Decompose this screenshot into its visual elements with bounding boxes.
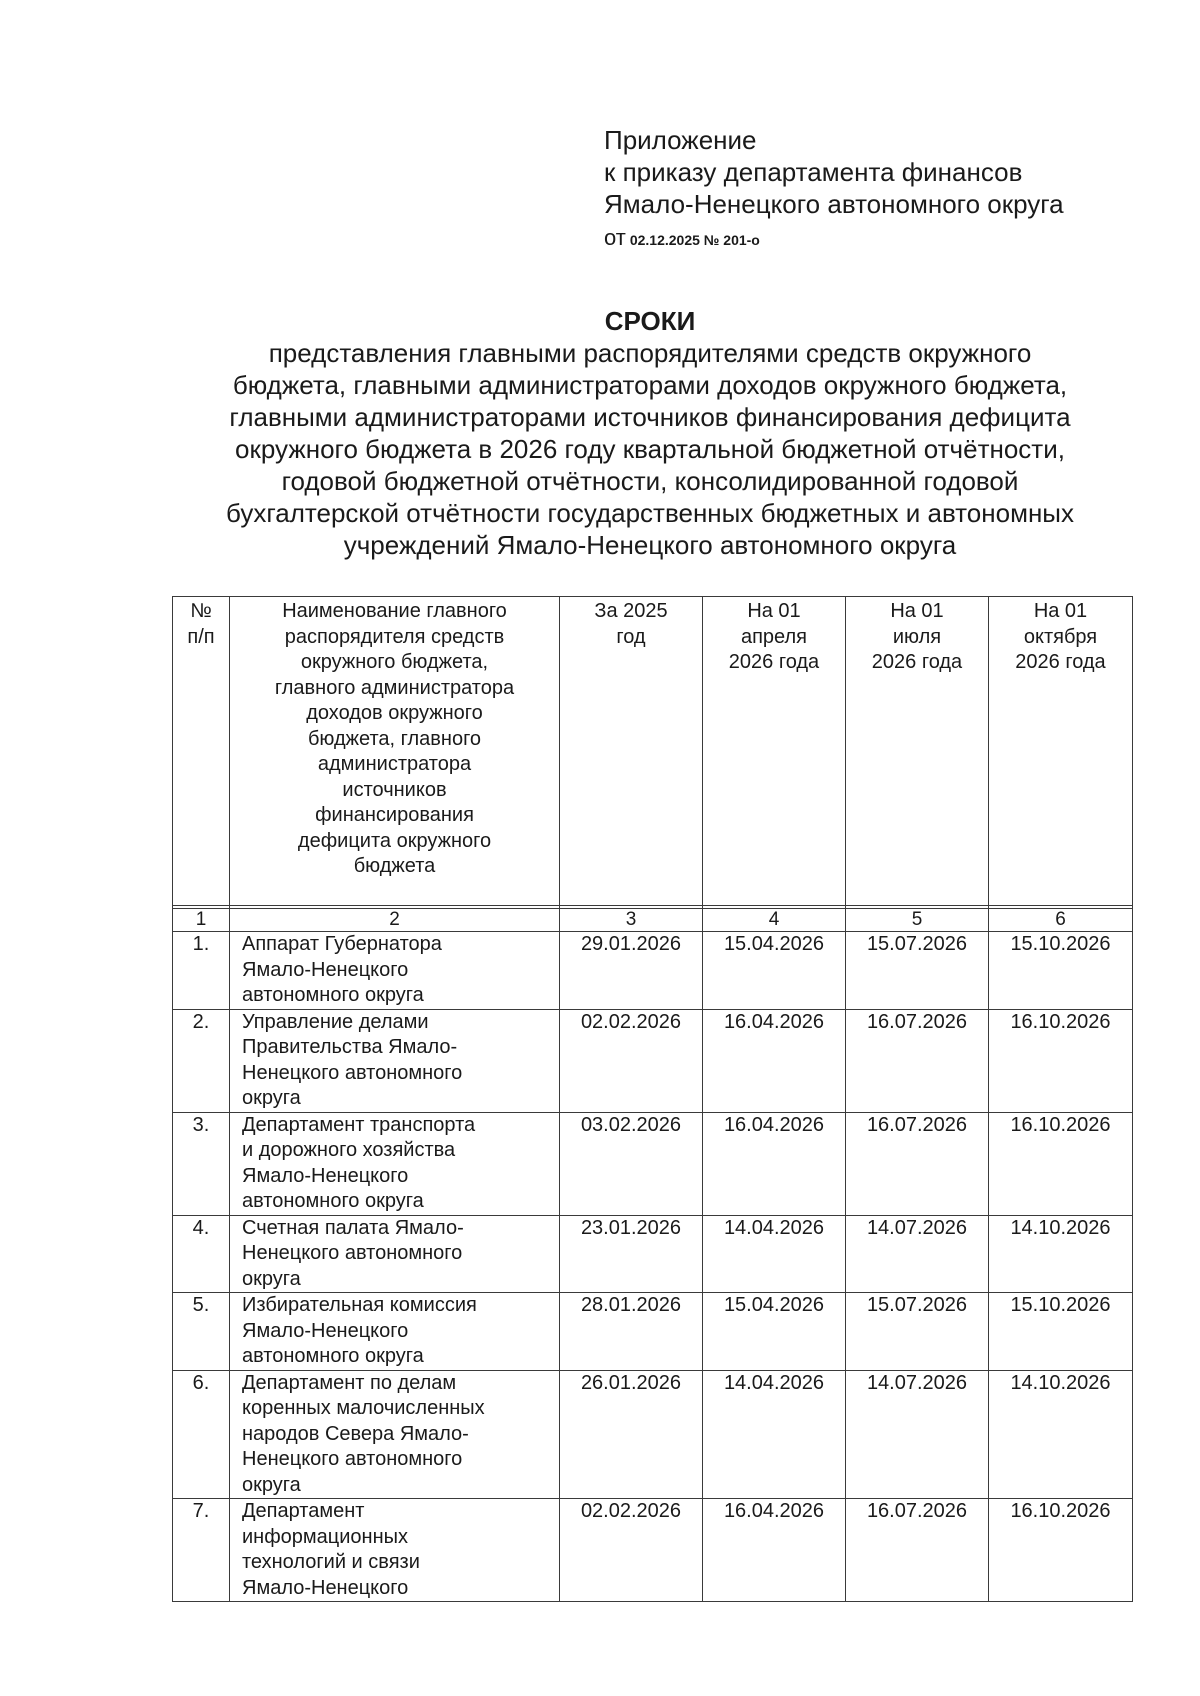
row-date-year: 26.01.2026 <box>560 1370 703 1499</box>
column-number: 4 <box>703 909 846 932</box>
header-text-line: финансирования <box>315 804 474 826</box>
row-date-july: 14.07.2026 <box>846 1370 989 1499</box>
row-date-year: 03.02.2026 <box>560 1112 703 1215</box>
header-text-line: администратора <box>317 753 472 775</box>
row-name-line: Ненецкого автономного <box>242 1061 463 1084</box>
header-text-line: главного администратора <box>274 676 515 699</box>
row-name-line: информационных <box>242 1525 409 1548</box>
row-number: 7. <box>173 1499 230 1602</box>
row-name-line: автономного округа <box>242 984 424 1006</box>
header-text-line: На 01 <box>890 600 944 622</box>
column-number: 5 <box>846 909 989 932</box>
appendix-line-2: к приказу департамента финансов <box>604 157 1023 187</box>
row-date-october: 14.10.2026 <box>989 1370 1133 1499</box>
row-date-april: 16.04.2026 <box>703 1112 846 1215</box>
header-text-line: № <box>190 600 212 622</box>
table-row <box>173 1293 1133 1371</box>
row-date-july: 16.07.2026 <box>846 1009 989 1112</box>
header-text-line: год <box>616 625 646 648</box>
table-row <box>173 1009 1133 1112</box>
column-number: 6 <box>989 909 1133 932</box>
row-name-line: технологий и связи <box>242 1551 420 1573</box>
row-date-april: 16.04.2026 <box>703 1009 846 1112</box>
row-number: 5. <box>173 1293 230 1371</box>
row-date-april: 14.04.2026 <box>703 1215 846 1293</box>
row-date-year: 28.01.2026 <box>560 1293 703 1371</box>
column-numbers-row <box>173 909 1133 932</box>
subtitle-line: бюджета, главными администраторами доходов окружного бюджета, <box>232 370 1068 400</box>
row-date-year: 23.01.2026 <box>560 1215 703 1293</box>
header-april <box>703 597 846 906</box>
row-date-october: 15.10.2026 <box>989 1293 1133 1371</box>
header-text-line: 2026 года <box>728 651 820 673</box>
column-number: 1 <box>173 909 230 932</box>
row-name-line: Ненецкого автономного <box>242 1448 463 1470</box>
row-date-april: 15.04.2026 <box>703 932 846 1010</box>
header-text-line: апреля <box>740 625 808 648</box>
header-october <box>989 597 1133 906</box>
document-title: СРОКИ <box>604 306 696 336</box>
row-name-line: Избирательная комиссия <box>242 1294 477 1316</box>
header-text-line: окружного бюджета, <box>300 651 489 673</box>
deadlines-table <box>172 596 1133 1602</box>
row-date-year: 29.01.2026 <box>560 932 703 1010</box>
appendix-block <box>604 124 1064 256</box>
header-text-line: На 01 <box>747 600 801 622</box>
header-text-line: На 01 <box>1033 600 1088 622</box>
row-name-line: Ямало-Ненецкого <box>242 1319 409 1342</box>
row-name-line: Департамент по делам <box>242 1371 457 1394</box>
row-name <box>230 1499 560 1602</box>
row-name-line: Правительства Ямало- <box>242 1036 458 1058</box>
header-text-line: 2026 года <box>1015 651 1106 673</box>
row-name-line: Департамент транспорта <box>242 1113 476 1136</box>
row-name-line: Счетная палата Ямало- <box>242 1216 464 1239</box>
row-number: 1. <box>173 932 230 1010</box>
row-date-october: 16.10.2026 <box>989 1112 1133 1215</box>
header-july <box>846 597 989 906</box>
row-name-line: народов Севера Ямало- <box>242 1422 469 1445</box>
row-name <box>230 932 560 1010</box>
header-name <box>230 597 560 906</box>
row-date-july: 16.07.2026 <box>846 1112 989 1215</box>
row-date-july: 15.07.2026 <box>846 932 989 1010</box>
header-text-line: распорядителя средств <box>284 625 505 648</box>
header-text-line: бюджета <box>353 855 436 877</box>
row-name-line: Департамент <box>242 1500 365 1522</box>
header-text-line: источников <box>342 778 447 801</box>
appendix-order <box>604 220 1064 256</box>
row-name-line: и дорожного хозяйства <box>242 1139 456 1161</box>
row-date-october: 16.10.2026 <box>989 1499 1133 1602</box>
header-text-line: Наименование главного <box>282 600 507 622</box>
column-number: 3 <box>560 909 703 932</box>
row-name-line: автономного округа <box>242 1345 424 1367</box>
row-date-april: 14.04.2026 <box>703 1370 846 1499</box>
row-name-line: округа <box>242 1267 301 1290</box>
row-name-line: округа <box>242 1473 301 1496</box>
row-date-october: 16.10.2026 <box>989 1009 1133 1112</box>
table-row <box>173 1112 1133 1215</box>
subtitle-line: бухгалтерской отчётности государственных бюджетных и автономных <box>226 498 1074 528</box>
row-name-line: Ямало-Ненецкого <box>242 958 409 981</box>
row-name-line: Ямало-Ненецкого <box>242 1164 409 1187</box>
row-number: 6. <box>173 1370 230 1499</box>
row-number: 4. <box>173 1215 230 1293</box>
row-name-line: округа <box>242 1087 301 1109</box>
header-text-line: доходов окружного <box>306 702 483 724</box>
row-date-october: 15.10.2026 <box>989 932 1133 1010</box>
table-row <box>173 1370 1133 1499</box>
header-year <box>560 597 703 906</box>
row-date-july: 16.07.2026 <box>846 1499 989 1602</box>
header-text-line: За 2025 <box>594 600 668 622</box>
row-name-line: автономного округа <box>242 1190 424 1212</box>
order-number: 02.12.2025 № 201-о <box>629 232 760 248</box>
row-name-line: Ненецкого автономного <box>242 1242 463 1264</box>
row-name-line: Управление делами <box>242 1010 429 1033</box>
header-text-line: дефицита окружного <box>297 829 492 852</box>
header-text-line: бюджета, главного <box>307 727 482 750</box>
appendix-line-1: Приложение <box>604 125 757 155</box>
row-date-july: 15.07.2026 <box>846 1293 989 1371</box>
row-name <box>230 1112 560 1215</box>
row-number: 3. <box>173 1112 230 1215</box>
document-subtitle <box>170 337 1130 561</box>
table-row <box>173 1215 1133 1293</box>
row-name <box>230 1215 560 1293</box>
subtitle-line: учреждений Ямало-Ненецкого автономного округа <box>343 530 957 560</box>
row-name <box>230 1370 560 1499</box>
appendix-line-3: Ямало-Ненецкого автономного округа <box>604 189 1064 219</box>
table-row <box>173 932 1133 1010</box>
row-date-april: 16.04.2026 <box>703 1499 846 1602</box>
header-text-line: п/п <box>187 625 215 648</box>
header-text-line: 2026 года <box>871 651 963 673</box>
row-date-october: 14.10.2026 <box>989 1215 1133 1293</box>
row-date-year: 02.02.2026 <box>560 1009 703 1112</box>
row-name <box>230 1293 560 1371</box>
table-header-row <box>173 597 1133 906</box>
row-date-year: 02.02.2026 <box>560 1499 703 1602</box>
subtitle-line: представления главными распорядителями средств окружного <box>268 338 1032 368</box>
header-text-line: октября <box>1023 625 1098 648</box>
row-number: 2. <box>173 1009 230 1112</box>
subtitle-line: главными администраторами источников финансирования дефицита <box>229 402 1071 432</box>
row-name-line: Аппарат Губернатора <box>242 933 442 955</box>
row-date-april: 15.04.2026 <box>703 1293 846 1371</box>
subtitle-line: годовой бюджетной отчётности, консолидированной годовой <box>281 466 1019 496</box>
column-number: 2 <box>230 909 560 932</box>
header-text-line: июля <box>892 625 942 648</box>
order-prefix: от <box>604 225 626 250</box>
header-number <box>173 597 230 906</box>
row-date-july: 14.07.2026 <box>846 1215 989 1293</box>
row-name-line: Ямало-Ненецкого <box>242 1576 409 1599</box>
table-row <box>173 1499 1133 1602</box>
row-name <box>230 1009 560 1112</box>
subtitle-line: окружного бюджета в 2026 году квартальной бюджетной отчётности, <box>235 434 1065 464</box>
row-name-line: коренных малочисленных <box>242 1397 485 1419</box>
